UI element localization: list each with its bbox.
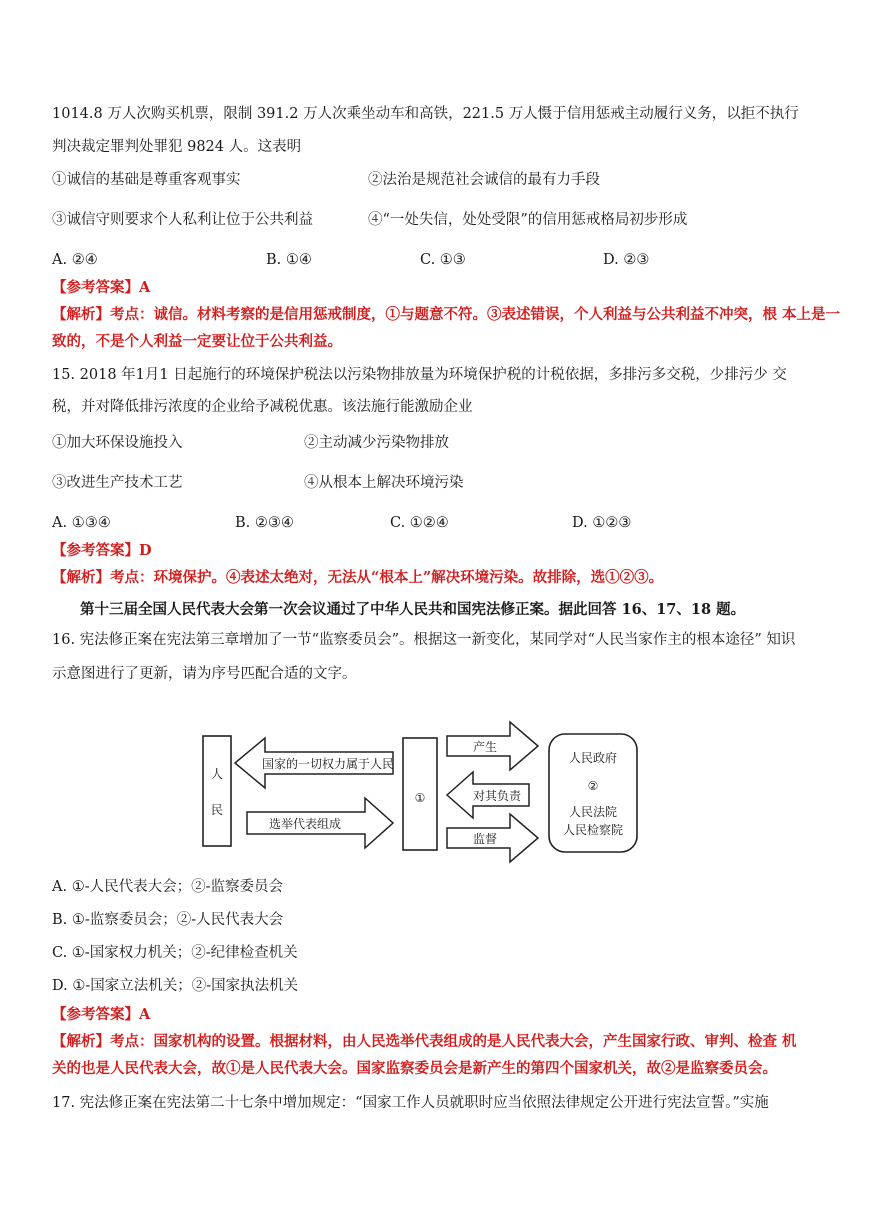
court-label: 人民法院 — [568, 805, 618, 819]
q14-item-1: ①诚信的基础是尊重客观事实 — [52, 172, 241, 188]
q17-stem-line1: 17. 宪法修正案在宪法第二十七条中增加规定：“国家工作人员就职时应当依照法律规定公开进行宪法宣誓。”实施 — [52, 1095, 769, 1111]
people-power-diagram — [195, 718, 645, 868]
q15-stem-line2: 税，并对降低排污浓度的企业给予减税优惠。该法施行能激励企业 — [52, 399, 473, 415]
q15-option-d: D. ①②③ — [572, 515, 632, 531]
q16-analysis-line2: 关的也是人民代表大会，故①是人民代表大会。国家监察委员会是新产生的第四个国家机关，故②是监察委员会。 — [52, 1060, 777, 1077]
q16-stem-line1: 16. 宪法修正案在宪法第三章增加了一节“监察委员会”。根据这一新变化，某同学对“人民当家作主的根本途径” 知识 — [52, 632, 796, 648]
q14-option-d: D. ②③ — [603, 252, 650, 268]
q15-item-1: ①加大环保设施投入 — [52, 435, 183, 451]
q15-analysis: 【解析】考点：环境保护。④表述太绝对，无法从“根本上”解决环境污染。故排除，选①②③。 — [52, 569, 664, 586]
arrow-responsible-label: 对其负责 — [472, 789, 522, 803]
q15-item-2: ②主动减少污染物排放 — [304, 435, 449, 451]
procuratorate-label: 人民检察院 — [562, 823, 624, 837]
q14-option-b: B. ①④ — [266, 252, 312, 268]
center-label: ① — [414, 791, 426, 805]
arrow-supervise-label: 监督 — [472, 832, 498, 846]
q16-answer: 【参考答案】A — [52, 1006, 151, 1023]
q16-stem-line2: 示意图进行了更新，请为序号匹配合适的文字。 — [52, 666, 357, 682]
gov-label: 人民政府 — [568, 751, 618, 765]
q15-item-3: ③改进生产技术工艺 — [52, 475, 183, 491]
arrow-power-label: 国家的一切权力属于人民 — [261, 757, 395, 771]
arrow-elect-label: 选举代表组成 — [268, 817, 342, 831]
q16-option-d: D. ①-国家立法机关；②-国家执法机关 — [52, 978, 299, 994]
q15-option-b: B. ②③④ — [235, 515, 294, 531]
q16-option-b: B. ①-监察委员会；②-人民代表大会 — [52, 912, 284, 928]
q16-analysis-line1: 【解析】考点：国家机构的设置。根据材料，由人民选举代表组成的是人民代表大会，产生国家行政、审判、检查 机 — [52, 1033, 797, 1050]
q15-option-c: C. ①②④ — [390, 515, 449, 531]
q14-answer: 【参考答案】A — [52, 279, 151, 296]
q14-stem-line2: 判决裁定罪判处罪犯 9824 人。这表明 — [52, 139, 302, 155]
q14-analysis-line2: 致的，不是个人利益一定要让位于公共利益。 — [52, 333, 342, 350]
q14-item-2: ②法治是规范社会诚信的最有力手段 — [368, 172, 600, 188]
q14-item-4: ④“一处失信，处处受限”的信用惩戒格局初步形成 — [368, 212, 688, 228]
people-box — [203, 736, 231, 846]
q15-stem-line1: 15. 2018 年1月1 日起施行的环境保护税法以污染物排放量为环境保护税的计税依据，多排污多交税，少排污少 交 — [52, 367, 787, 383]
q14-option-c: C. ①③ — [420, 252, 466, 268]
q15-item-4: ④从根本上解决环境污染 — [304, 475, 464, 491]
arrow-produce-label: 产生 — [472, 740, 498, 754]
q14-option-a: A. ②④ — [52, 252, 98, 268]
people-char-1: 人 — [210, 767, 224, 781]
q14-stem-line1: 1014.8 万人次购买机票，限制 391.2 万人次乘坐动车和高铁，221.5 万人慑于信用惩戒主动履行义务，以拒不执行 — [52, 106, 799, 122]
q16-option-c: C. ①-国家权力机关；②-纪律检查机关 — [52, 945, 298, 961]
q16-option-a: A. ①-人民代表大会；②-监察委员会 — [52, 879, 283, 895]
q15-answer: 【参考答案】D — [52, 542, 152, 559]
circle-2-label: ② — [587, 779, 599, 793]
q14-item-3: ③诚信守则要求个人私利让位于公共利益 — [52, 212, 313, 228]
q14-analysis-line1: 【解析】考点：诚信。材料考察的是信用惩戒制度，①与题意不符。③表述错误，个人利益与公共利益不冲突，根 本上是一 — [52, 306, 841, 323]
q15-option-a: A. ①③④ — [52, 515, 111, 531]
people-char-2: 民 — [210, 803, 224, 817]
section-heading: 第十三届全国人民代表大会第一次会议通过了中华人民共和国宪法修正案。据此回答 16、17、18 题。 — [80, 601, 746, 618]
